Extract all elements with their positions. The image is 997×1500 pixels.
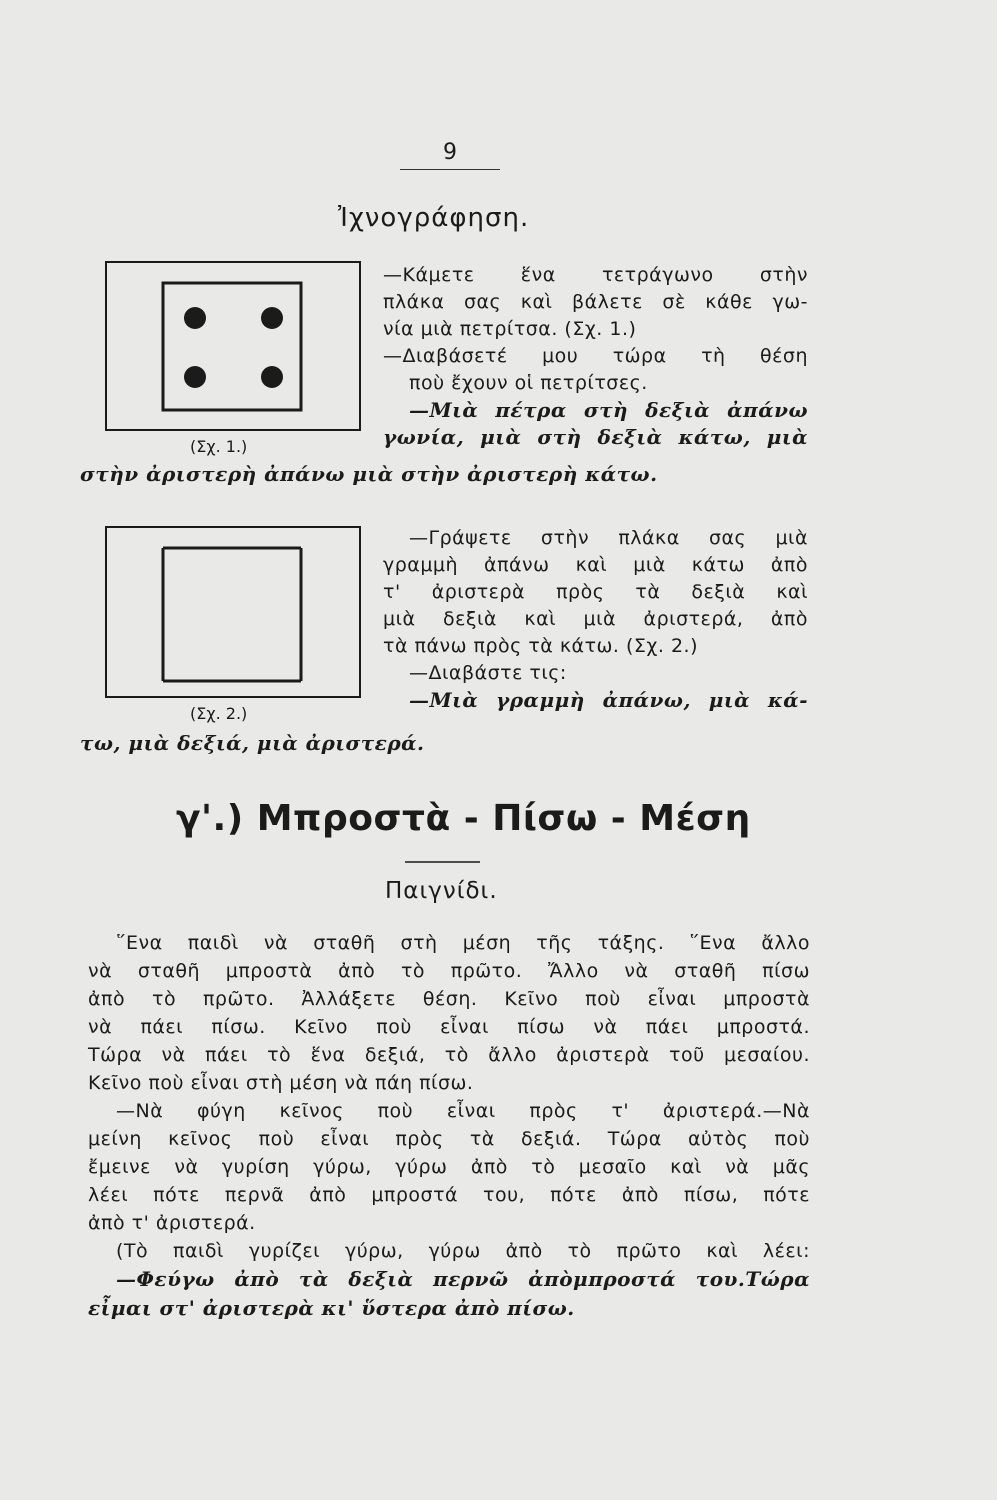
page-number: 9 bbox=[443, 140, 457, 165]
block-2-line: γραμμὴ ἀπάνω καὶ μιὰ κάτω ἀπὸ bbox=[383, 554, 808, 576]
paragraph-1-line: νὰ πάει πίσω. Κεῖνο ποὺ εἶναι πίσω νὰ πάει μπροστά. bbox=[88, 1016, 810, 1038]
block-2-line: —Μιὰ γραμμὴ ἀπάνω, μιὰ κά- bbox=[409, 688, 808, 712]
paragraph-1-line: ἀπὸ τὸ πρῶτο. Ἀλλάξετε θέση. Κεῖνο ποὺ εἶναι μπροστὰ bbox=[88, 988, 810, 1010]
stone-top-right bbox=[261, 307, 283, 329]
paragraph-1 bbox=[88, 929, 810, 1097]
stone-bottom-right bbox=[261, 366, 283, 388]
block-1-line: —Διαβάσετέ μου τώρα τὴ θέση bbox=[383, 345, 808, 367]
paragraph-1-line: ῞Ενα παιδὶ νὰ σταθῆ στὴ μέση τῆς τάξης. ῞Ενα ἄλλο bbox=[116, 932, 810, 954]
block-2-line: μιὰ δεξιὰ καὶ μιὰ ἀριστερά, ἀπὸ bbox=[383, 608, 808, 630]
paragraph-2-line: μείνη κεῖνος ποὺ εἶναι πρὸς τὰ δεξιά. Τώρα αὐτὸς ποὺ bbox=[88, 1128, 810, 1150]
paragraph-2-line: ἔμεινε νὰ γυρίση γύρω, γύρω ἀπὸ τὸ μεσαῖο καὶ νὰ μᾶς bbox=[88, 1156, 810, 1178]
section-title: γ'.) Μπροστὰ - Πίσω - Μέση bbox=[176, 798, 751, 839]
paragraph-2 bbox=[88, 1097, 810, 1237]
section-subtitle: Παιγνίδι. bbox=[385, 878, 498, 904]
block-2 bbox=[383, 525, 808, 714]
bold-paragraph-line: —Φεύγω ἀπὸ τὰ δεξιὰ περνῶ ἀπὸμπροστά του.Τώρα bbox=[116, 1267, 810, 1291]
section-heading-ichnografisi: Ἰχνογράφηση. bbox=[338, 203, 530, 233]
block-1-line: γωνία, μιὰ στὴ δεξιὰ κάτω, μιὰ bbox=[383, 425, 808, 449]
block-1-line: νία μιὰ πετρίτσα. (Σχ. 1.) bbox=[383, 318, 637, 340]
block-1-line: ποὺ ἔχουν οἱ πετρίτσες. bbox=[409, 372, 648, 394]
figure-1-outer-square bbox=[106, 262, 360, 430]
block-2-line: τ' ἀριστερὰ πρὸς τὰ δεξιὰ καὶ bbox=[383, 581, 808, 603]
bold-paragraph bbox=[88, 1265, 810, 1323]
block-1-tail: στὴν ἀριστερὴ ἀπάνω μιὰ στὴν ἀριστερὴ κάτω. bbox=[80, 462, 658, 486]
block-2-line: τὰ πάνω πρὸς τὰ κάτω. (Σχ. 2.) bbox=[383, 635, 699, 657]
paragraph-2-line: —Νὰ φύγη κεῖνος ποὺ εἶναι πρὸς τ' ἀριστερά.—Νὰ bbox=[116, 1100, 810, 1122]
block-1-line: πλάκα σας καὶ βάλετε σὲ κάθε γω- bbox=[383, 291, 808, 313]
figure-1 bbox=[106, 262, 360, 430]
figure-1-caption: (Σχ. 1.) bbox=[190, 437, 248, 456]
block-2-tail: τω, μιὰ δεξιά, μιὰ ἀριστερά. bbox=[80, 731, 425, 755]
paragraph-3-line: (Τὸ παιδὶ γυρίζει γύρω, γύρω ἀπὸ τὸ πρῶτο καὶ λέει: bbox=[116, 1240, 810, 1262]
paragraph-1-line: Τώρα νὰ πάει τὸ ἕνα δεξιά, τὸ ἄλλο ἀριστερὰ τοῦ μεσαίου. bbox=[88, 1044, 810, 1066]
block-1 bbox=[383, 262, 808, 451]
stone-top-left bbox=[184, 307, 206, 329]
paragraph-1-line: Κεῖνο ποὺ εἶναι στὴ μέση νὰ πάη πίσω. bbox=[88, 1072, 474, 1094]
figure-2 bbox=[106, 527, 360, 697]
paragraph-1-line: νὰ σταθῆ μπροστὰ ἀπὸ τὸ πρῶτο. Ἄλλο νὰ σταθῆ πίσω bbox=[88, 960, 810, 982]
block-1-line: —Μιὰ πέτρα στὴ δεξιὰ ἀπάνω bbox=[409, 398, 808, 422]
figure-1-inner-square bbox=[163, 283, 301, 410]
paragraph-2-line: ἀπὸ τ' ἀριστερά. bbox=[88, 1212, 256, 1234]
figure-2-caption: (Σχ. 2.) bbox=[190, 704, 248, 723]
bold-paragraph-line: εἶμαι στ' ἀριστερὰ κι' ὕστερα ἀπὸ πίσω. bbox=[88, 1296, 575, 1320]
paragraph-3 bbox=[88, 1237, 810, 1265]
stone-bottom-left bbox=[184, 366, 206, 388]
block-1-line: —Κάμετε ἕνα τετράγωνο στὴν bbox=[383, 264, 808, 286]
figure-2-outer-square bbox=[106, 527, 360, 697]
paragraph-2-line: λέει πότε περνᾶ ἀπὸ μπροστά του, πότε ἀπὸ πίσω, πότε bbox=[88, 1184, 810, 1206]
block-2-line: —Διαβάστε τις: bbox=[409, 662, 567, 684]
block-2-line: —Γράψετε στὴν πλάκα σας μιὰ bbox=[409, 527, 808, 549]
